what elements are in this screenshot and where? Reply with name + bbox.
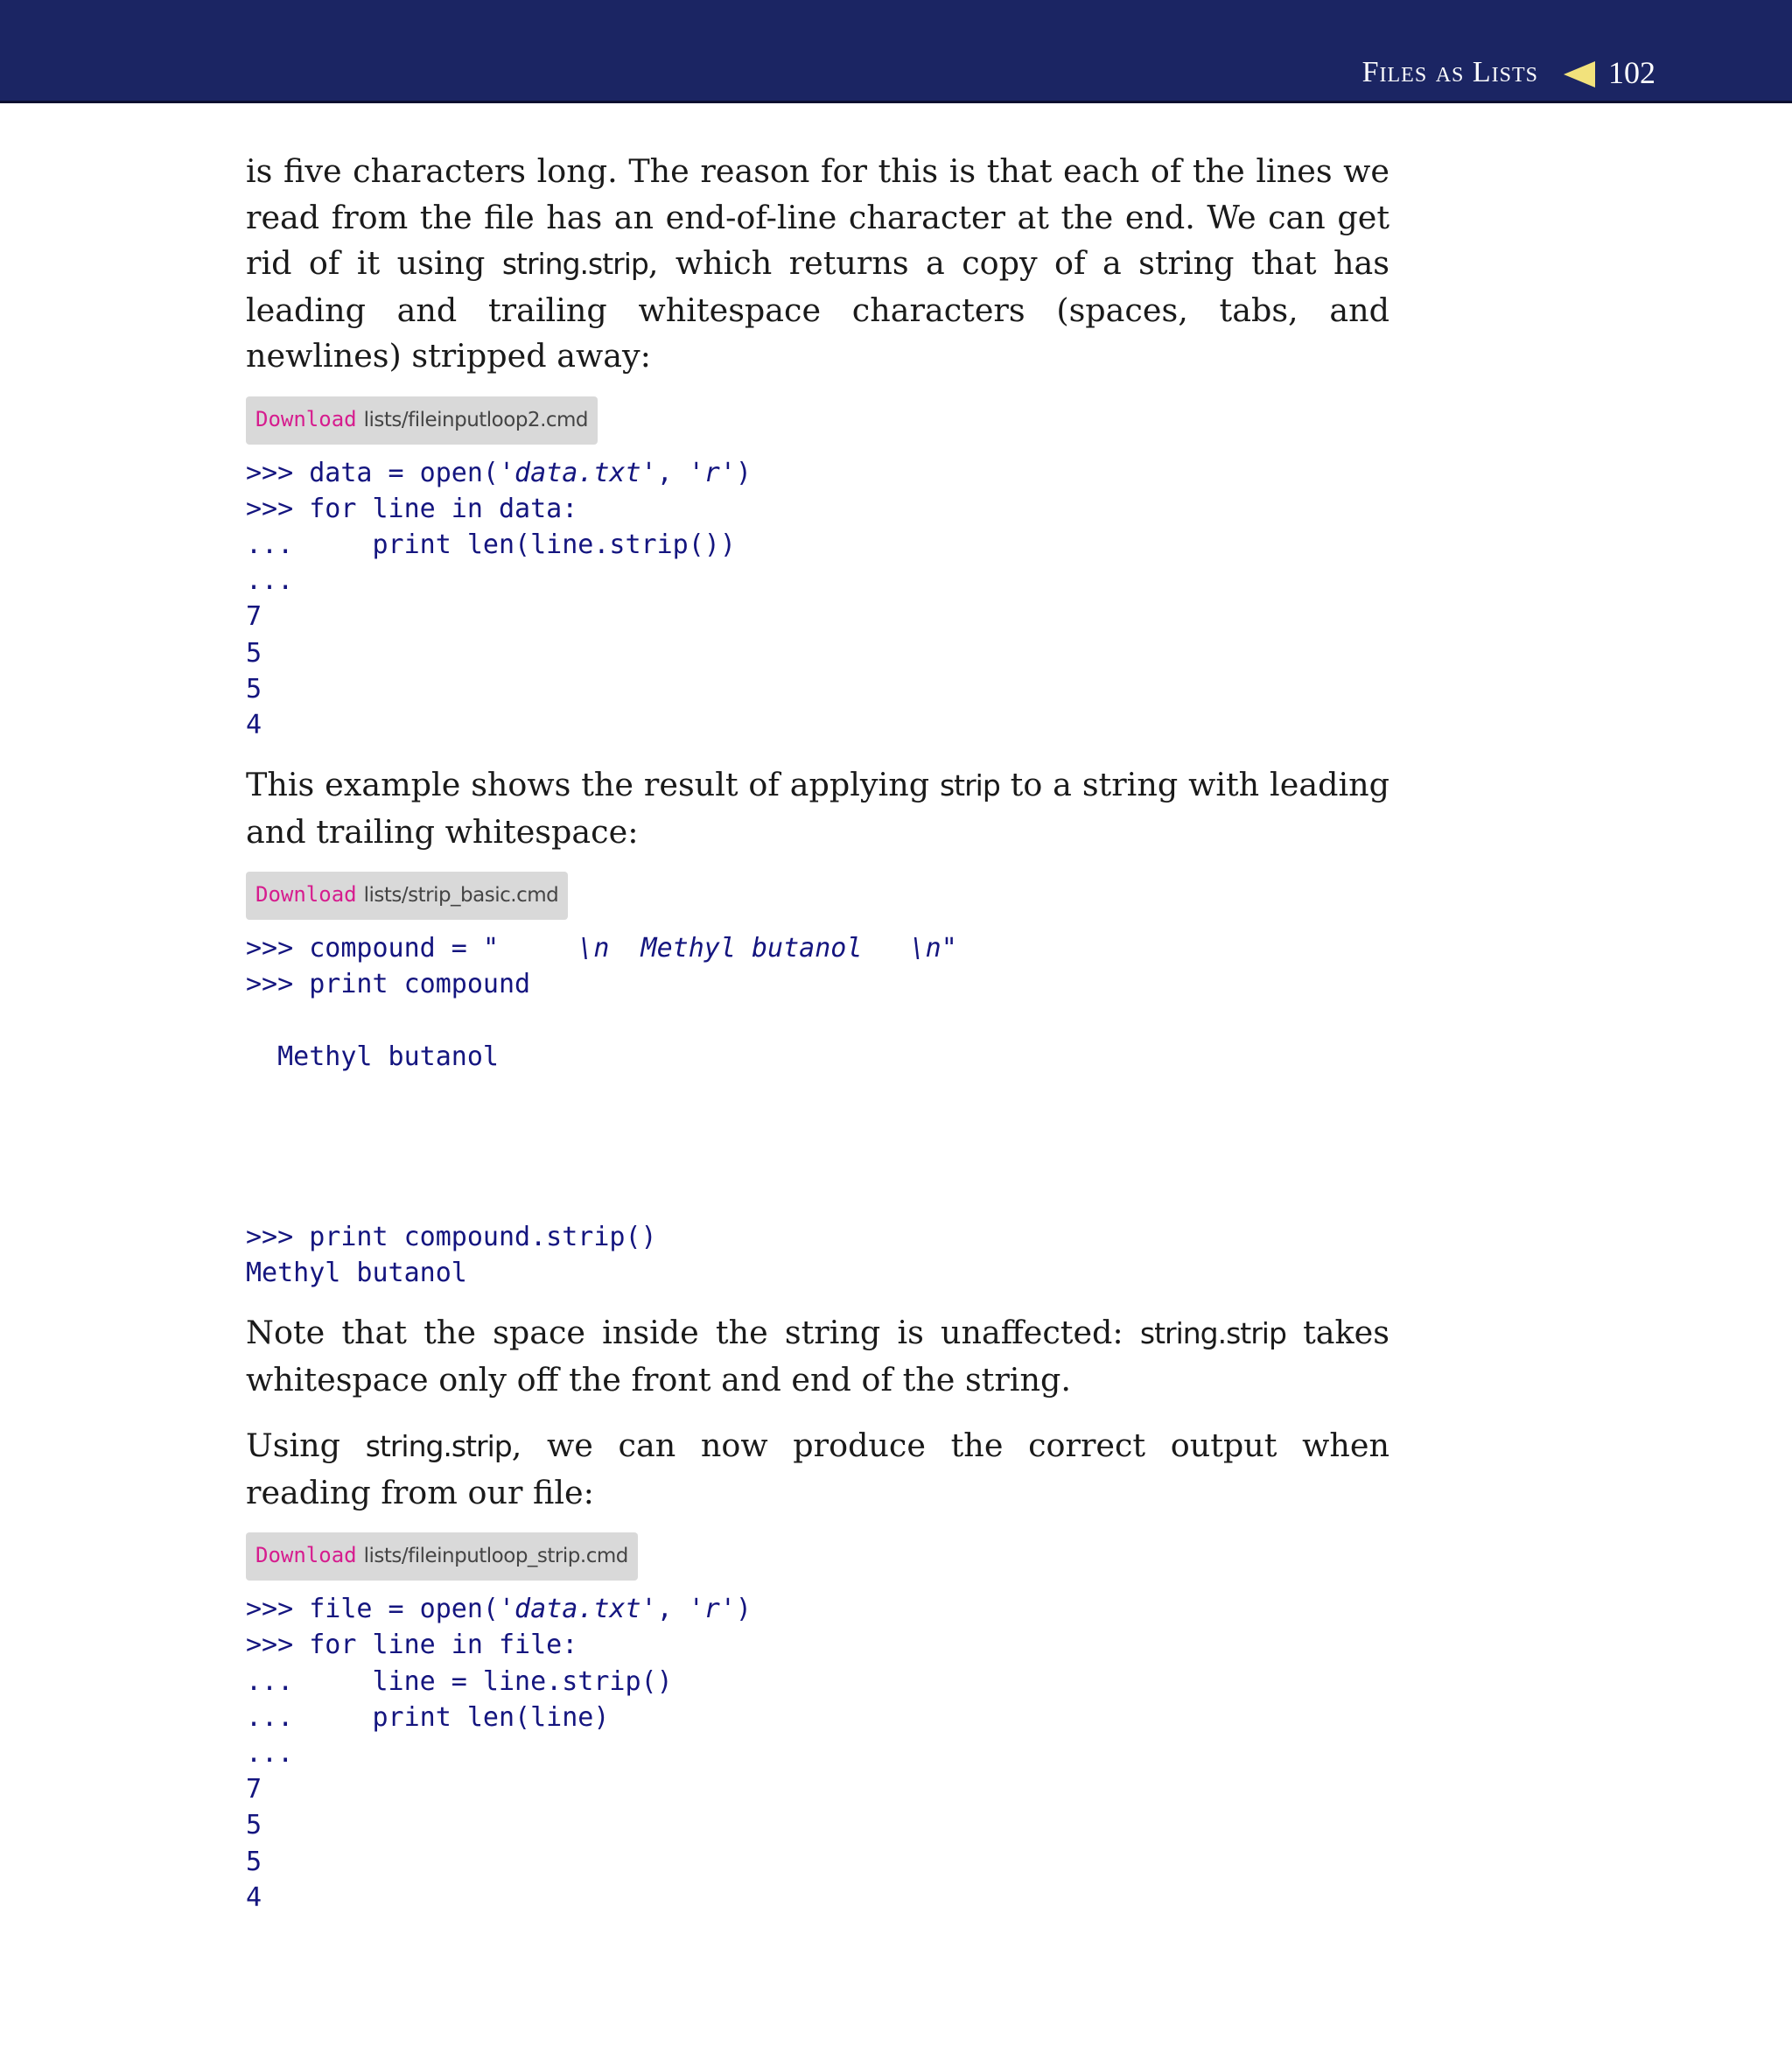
running-title: Files as Lists	[1362, 56, 1538, 88]
download-box[interactable]	[246, 396, 598, 445]
download-link-3[interactable]	[246, 1532, 1390, 1581]
download-label: Download	[256, 882, 357, 908]
page-header	[0, 0, 1792, 103]
download-link-1[interactable]	[246, 396, 1390, 445]
code-block-fileinputloop2: >>> data = open('data.txt', 'r') >>> for line in data: ... print len(line.strip()) ... 7 5 5 4	[246, 457, 752, 740]
download-path: lists/fileinputloop_strip.cmd	[363, 1545, 628, 1568]
download-path: lists/strip_basic.cmd	[363, 884, 559, 908]
inline-code-term: string.strip	[1139, 1316, 1286, 1351]
download-path: lists/fileinputloop2.cmd	[363, 408, 589, 431]
download-box[interactable]	[246, 1532, 638, 1581]
paragraph-strip-example: This example shows the result of applying strip to a string with leading and trailing whitespace:	[246, 766, 1390, 851]
download-box[interactable]	[246, 872, 568, 920]
paragraph-space-unaffected: Note that the space inside the string is unaffected: string.strip takes whitespace only off the front and end of the string.	[246, 1314, 1390, 1399]
download-label: Download	[256, 1543, 357, 1568]
code-block-strip-basic: >>> compound = " \n Methyl butanol \n" >>> print compound Methyl butanol >>> print compound.strip() Methyl butanol	[246, 933, 957, 1288]
inline-code-term: strip	[939, 768, 1000, 803]
inline-code-term: string.strip	[501, 247, 648, 281]
paragraph-strip-intro: is five characters long. The reason for this is that each of the lines we read from the file has an end-of-line character at the end. We can get rid of it using string.strip, which returns a copy of a string that has leading and trailing whitespace characters (spaces, tabs, and newlines) stripped away:	[246, 152, 1390, 375]
previous-page-arrow-icon[interactable]	[1564, 61, 1595, 88]
page-number: 102	[1608, 55, 1656, 90]
inline-code-term: string.strip	[365, 1429, 512, 1464]
paragraph-correct-output: Using string.strip, we can now produce the correct output when reading from our file:	[246, 1427, 1390, 1511]
code-block-fileinputloop-strip: >>> file = open('data.txt', 'r') >>> for line in file: ... line = line.strip() ... print len(line) ... 7 5 5 4	[246, 1594, 752, 1913]
download-label: Download	[256, 406, 357, 431]
page-content	[246, 149, 1390, 1916]
download-link-2[interactable]	[246, 872, 1390, 920]
